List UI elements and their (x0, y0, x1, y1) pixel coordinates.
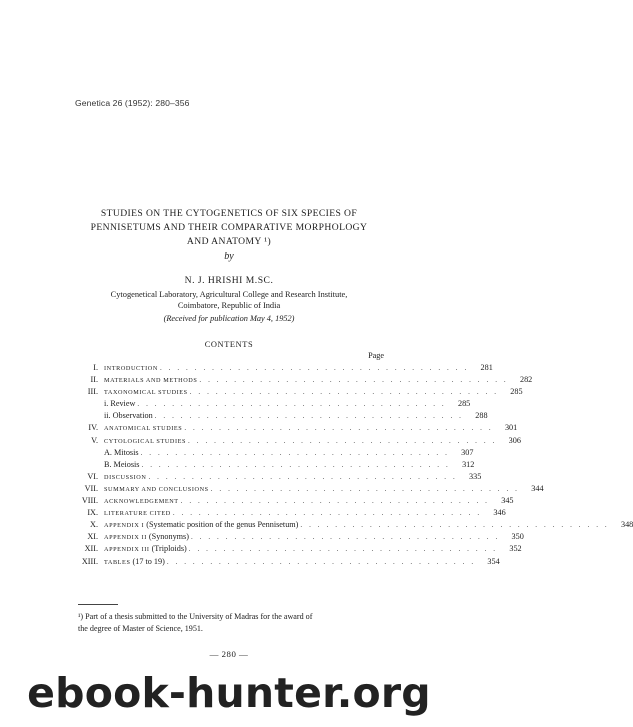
toc-leader-dots: . . . . . . . . . . . . . . . . . . . . . . . . . . . . . . . . . . . . (172, 509, 482, 518)
toc-number: V. (91, 435, 98, 445)
toc-row (60, 435, 521, 447)
toc-page: 288 (475, 411, 488, 421)
toc-row (60, 556, 500, 568)
title-line-2: PENNISETUMS AND THEIR COMPARATIVE MORPHOLOGY (90, 222, 368, 233)
toc-number: IV. (88, 423, 98, 433)
toc-page: 345 (501, 496, 514, 506)
toc-label-main: DISCUSSION (104, 473, 147, 481)
toc-label-main: A. Mitosis (104, 447, 139, 457)
toc-row (60, 495, 514, 507)
toc-label (104, 410, 153, 422)
toc-page: 344 (531, 483, 544, 493)
toc-label (104, 556, 165, 569)
toc-page: 346 (493, 508, 506, 518)
toc-leader-dots: . . . . . . . . . . . . . . . . . . . . . . . . . . . . . . . . . . . . (190, 533, 500, 542)
toc-page: 350 (511, 532, 524, 542)
toc-label-main: MATERIALS AND METHODS (104, 377, 198, 385)
toc-number: VII. (84, 483, 98, 493)
toc-page: 335 (469, 471, 482, 481)
toc-label-main: TABLES (104, 558, 131, 566)
toc-label-main: APPENDIX II (104, 534, 147, 542)
page-number: — 280 — (209, 649, 249, 659)
toc-page: 285 (510, 387, 523, 397)
table-of-contents (60, 362, 633, 568)
toc-leader-dots: . . . . . . . . . . . . . . . . . . . . . . . . . . . . . . . . . . . . (199, 376, 509, 385)
toc-leader-dots: . . . . . . . . . . . . . . . . . . . . . . . . . . . . . . . . . . . . (189, 388, 499, 397)
toc-label-main: APPENDIX I (104, 522, 145, 530)
footnote (78, 611, 388, 635)
toc-row (60, 398, 471, 410)
toc-label-extra: (Synonyms) (146, 532, 189, 542)
byline-by: by (224, 251, 234, 262)
toc-page: 307 (461, 447, 474, 457)
affiliation-line-1: Cytogenetical Laboratory, Agricultural College and Research Institute, (110, 290, 348, 299)
toc-label-main: SUMMARY AND CONCLUSIONS (104, 485, 209, 493)
toc-number: III. (87, 387, 98, 397)
toc-page: 282 (519, 375, 533, 385)
toc-row (60, 386, 523, 398)
author-name: N. J. HRISHI M.SC. (184, 275, 274, 286)
toc-number: X. (90, 520, 98, 530)
toc-label (104, 398, 135, 410)
toc-leader-dots: . . . . . . . . . . . . . . . . . . . . . . . . . . . . . . . . . . . . (210, 484, 520, 493)
toc-page: 281 (480, 363, 493, 372)
contents-heading: CONTENTS (204, 340, 254, 349)
toc-page: 312 (462, 459, 475, 469)
toc-row (60, 447, 474, 459)
toc-page: 348 (620, 520, 633, 530)
toc-leader-dots: . . . . . . . . . . . . . . . . . . . . . . . . . . . . . . . . . . . . (180, 497, 490, 506)
toc-row (60, 471, 482, 483)
page-column-heading: Page (368, 351, 384, 360)
toc-row (60, 459, 475, 471)
toc-label-extra: (17 to 19) (130, 556, 165, 566)
toc-row (60, 362, 493, 374)
toc-row (60, 483, 544, 495)
toc-label-main: ANATOMICAL STUDIES (104, 425, 183, 433)
toc-label-main: B. Meiosis (104, 459, 140, 469)
toc-label-extra: (Triploids) (149, 544, 187, 554)
footnote-line-1: ¹) Part of a thesis submitted to the University of Madras for the award of (78, 612, 313, 621)
footnote-line-2: the degree of Master of Science, 1951. (78, 624, 203, 633)
toc-row (60, 519, 633, 531)
toc-leader-dots: . . . . . . . . . . . . . . . . . . . . . . . . . . . . . . . . . . . . (159, 364, 469, 372)
title-line-1: STUDIES ON THE CYTOGENETICS OF SIX SPECIES OF (100, 208, 358, 219)
toc-label-main: LITERATURE CITED (104, 510, 171, 518)
toc-page: 301 (504, 423, 518, 433)
toc-row (60, 507, 506, 519)
toc-number: VIII. (81, 496, 98, 506)
toc-row (60, 410, 488, 422)
affiliation-line-2: Coimbatore, Republic of India (177, 301, 281, 310)
toc-label-main: ii. Observation (104, 411, 153, 421)
watermark-text: ebook-hunter.org (27, 669, 431, 717)
toc-row (60, 543, 522, 555)
toc-leader-dots: . . . . . . . . . . . . . . . . . . . . . . . . . . . . . . . . . . . . (141, 460, 451, 469)
toc-label-extra: (Systematic position of the genus Pennisetum) (144, 520, 299, 530)
toc-number: XIII. (81, 556, 98, 566)
toc-number: II. (90, 375, 98, 385)
toc-row (60, 422, 518, 434)
toc-page: 285 (457, 399, 471, 409)
toc-label-main: APPENDIX III (104, 546, 150, 554)
toc-number: XI. (87, 532, 98, 542)
toc-row (60, 374, 533, 386)
toc-leader-dots: . . . . . . . . . . . . . . . . . . . . . . . . . . . . . . . . . . . . (140, 448, 450, 457)
toc-number: VI. (87, 471, 98, 481)
toc-number: XII. (84, 544, 98, 554)
toc-leader-dots: . . . . . . . . . . . . . . . . . . . . . . . . . . . . . . . . . . . . (300, 521, 610, 530)
title-line-3: AND ANATOMY ¹) (186, 236, 272, 247)
toc-leader-dots: . . . . . . . . . . . . . . . . . . . . . . . . . . . . . . . . . . . . (148, 472, 458, 481)
toc-label (104, 447, 139, 459)
received-date: (Received for publication May 4, 1952) (163, 314, 295, 323)
toc-row (60, 531, 524, 543)
toc-label (104, 459, 140, 471)
toc-page: 352 (509, 544, 522, 554)
toc-leader-dots: . . . . . . . . . . . . . . . . . . . . . . . . . . . . . . . . . . . . (188, 436, 497, 445)
toc-page: 354 (487, 556, 500, 566)
toc-number: IX. (87, 508, 98, 518)
toc-label-main: TAXONOMICAL STUDIES (104, 389, 188, 397)
toc-leader-dots: . . . . . . . . . . . . . . . . . . . . . . . . . . . . . . . . . . . . (137, 400, 447, 409)
toc-label-main: i. Review (104, 399, 136, 409)
toc-leader-dots: . . . . . . . . . . . . . . . . . . . . . . . . . . . . . . . . . . . . (184, 424, 494, 433)
toc-label-main: CYTOLOGICAL STUDIES (104, 437, 187, 445)
journal-citation: Genetica 26 (1952): 280–356 (75, 98, 190, 108)
toc-page: 306 (508, 435, 521, 445)
toc-number: I. (93, 363, 98, 372)
toc-label-main: ACKNOWLEDGEMENT (104, 498, 179, 506)
toc-leader-dots: . . . . . . . . . . . . . . . . . . . . . . . . . . . . . . . . . . . . (154, 412, 464, 421)
toc-leader-dots: . . . . . . . . . . . . . . . . . . . . . . . . . . . . . . . . . . . . (166, 557, 476, 566)
footnote-rule (78, 604, 118, 605)
toc-leader-dots: . . . . . . . . . . . . . . . . . . . . . . . . . . . . . . . . . . . . (188, 545, 498, 554)
toc-label-main: INTRODUCTION (104, 365, 158, 372)
